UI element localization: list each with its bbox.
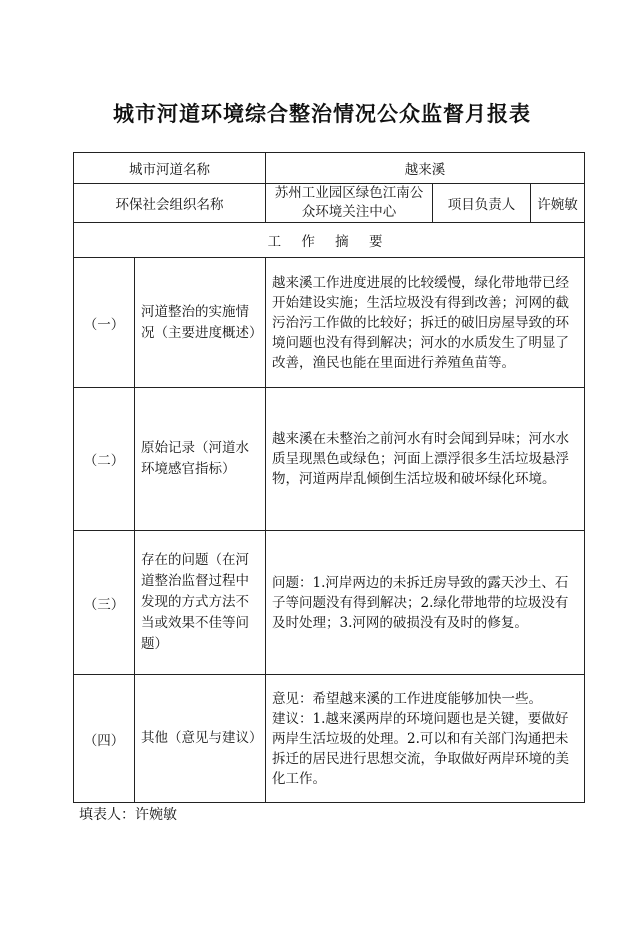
section-label: 原始记录（河道水环境感官指标）: [135, 388, 266, 531]
river-name-value: 越来溪: [266, 153, 585, 184]
section-number: （二）: [74, 388, 135, 531]
org-label: 环保社会组织名称: [74, 184, 266, 223]
section-content: 问题：1.河岸两边的未拆迁房导致的露天沙土、石子等问题没有得到解决；2.绿化带地带的垃圾没有及时处理；3.河网的破损没有及时的修复。: [266, 531, 585, 675]
org-value: 苏州工业园区绿色江南公众环境关注中心: [266, 184, 433, 223]
leader-label: 项目负责人: [433, 184, 531, 223]
section-row: [74, 388, 585, 531]
section-number: （四）: [74, 675, 135, 803]
summary-header-row: [74, 223, 585, 258]
section-content: [266, 675, 585, 803]
section-label: 其他（意见与建议）: [135, 675, 266, 803]
section-row: [74, 675, 585, 803]
opinion-text: 意见：希望越来溪的工作进度能够加快一些。: [272, 690, 543, 707]
section-number: （一）: [74, 258, 135, 388]
section-number: （三）: [74, 531, 135, 675]
filler-signature: 填表人：许婉敏: [79, 807, 177, 823]
report-table: [73, 152, 585, 803]
section-content: 越来溪在未整治之前河水有时会闻到异味；河水水质呈现黑色或绿色；河面上漂浮很多生活垃圾悬浮物，河道两岸乱倾倒生活垃圾和破坏绿化环境。: [266, 388, 585, 531]
section-label: 河道整治的实施情况（主要进度概述）: [135, 258, 266, 388]
summary-header: 工 作 摘 要: [74, 223, 585, 258]
section-row: [74, 531, 585, 675]
leader-value: 许婉敏: [531, 184, 585, 223]
section-row: [74, 258, 585, 388]
river-name-label: 城市河道名称: [74, 153, 266, 184]
report-title: 城市河道环境综合整治情况公众监督月报表: [113, 101, 531, 126]
section-content: 越来溪工作进度进展的比较缓慢，绿化带地带已经开始建设实施；生活垃圾没有得到改善；河网的截污治污工作做的比较好；拆迁的破旧房屋导致的环境问题也没有得到解决；河水的水质发生了明显了改善，渔民也能在里面进行养殖鱼苗等。: [266, 258, 585, 388]
org-row: [74, 184, 585, 223]
river-name-row: [74, 153, 585, 184]
section-label: 存在的问题（在河道整治监督过程中发现的方式方法不当或效果不佳等问题）: [135, 531, 266, 675]
suggestion-text: 建议：1.越来溪两岸的环境问题也是关键，要做好两岸生活垃圾的处理。2.可以和有关部门沟通把未拆迁的居民进行思想交流，争取做好两岸环境的美化工作。: [272, 710, 570, 787]
